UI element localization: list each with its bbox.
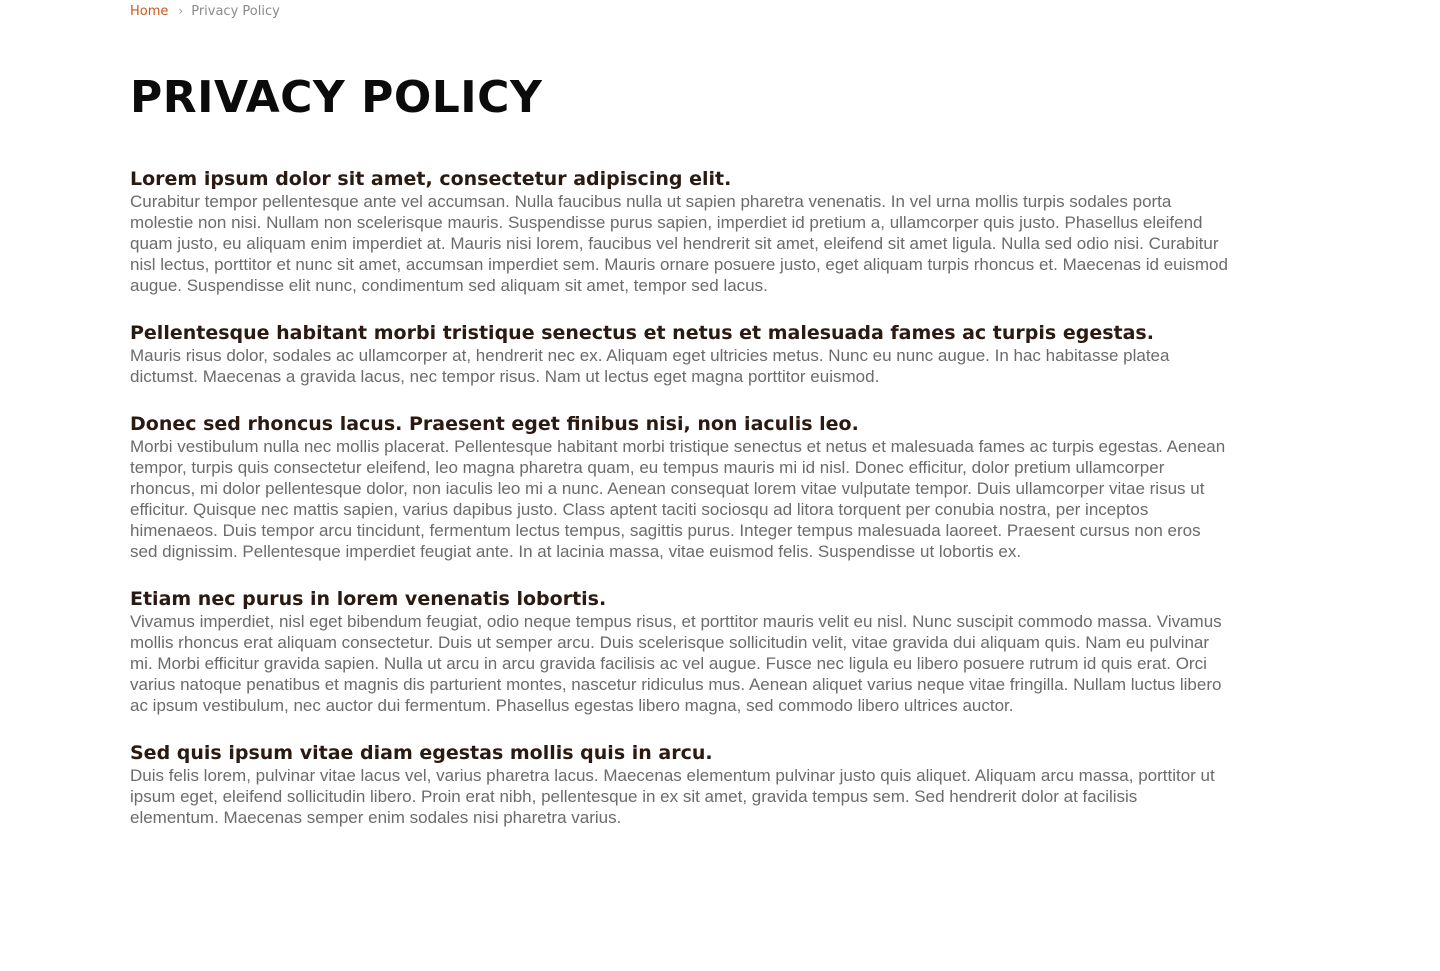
breadcrumb-current: Privacy Policy (191, 3, 280, 19)
policy-section (130, 741, 1230, 828)
section-body: Curabitur tempor pellentesque ante vel accumsan. Nulla faucibus nulla ut sapien pharetra venenatis. In vel urna mollis turpis sodales porta molestie non nisi. Nullam non scelerisque mauris. Suspendisse purus sapien, imperdiet id pretium a, ullamcorper quis justo. Phasellus eleifend quam justo, eu aliquam enim imperdiet at. Mauris nisi lorem, faucibus vel hendrerit sit amet, eleifend sit amet ligula. Nulla sed odio nisi. Curabitur nisl lectus, porttitor et nunc sit amet, accumsan imperdiet sem. Mauris ornare posuere justo, eget aliquam turpis rhoncus et. Maecenas id euismod augue. Suspendisse elit nunc, condimentum sed aliquam sit amet, tempor sed lacus. (130, 192, 1228, 295)
section-heading: Donec sed rhoncus lacus. Praesent eget finibus nisi, non iaculis leo. (130, 413, 859, 435)
policy-sections (130, 167, 1230, 828)
page-content (130, 0, 1230, 853)
breadcrumb-separator-icon: › (178, 4, 184, 18)
section-heading: Pellentesque habitant morbi tristique senectus et netus et malesuada fames ac turpis egestas. (130, 322, 1154, 344)
section-body: Vivamus imperdiet, nisl eget bibendum feugiat, odio neque tempus risus, et porttitor mauris velit eu nisl. Nunc suscipit commodo massa. Vivamus mollis rhoncus erat aliquam consectetur. Duis ut semper arcu. Duis scelerisque sollicitudin velit, vitae gravida dui aliquam quis. Nam eu pulvinar mi. Morbi efficitur gravida sapien. Nulla ut arcu in arcu gravida facilisis ac vel augue. Fusce nec ligula eu libero posuere rutrum id quis erat. Orci varius natoque penatibus et magnis dis parturient montes, nascetur ridiculus mus. Aenean aliquet varius neque vitae fringilla. Nullam luctus libero ac ipsum vestibulum, nec auctor dui fermentum. Phasellus egestas libero magna, sed commodo libero ultrices auctor. (130, 612, 1222, 715)
section-body: Morbi vestibulum nulla nec mollis placerat. Pellentesque habitant morbi tristique senectus et netus et malesuada fames ac turpis egestas. Aenean tempor, turpis quis consectetur eleifend, leo magna pharetra quam, eu tempus mauris mi id nisl. Donec efficitur, dolor pretium ullamcorper rhoncus, mi dolor pellentesque dolor, non iaculis leo mi a nunc. Aenean consequat lorem vitae vulputate tempor. Duis ullamcorper vitae risus ut efficitur. Quisque nec mattis sapien, varius dapibus justo. Class aptent taciti sociosqu ad litora torquent per conubia nostra, per inceptos himenaeos. Duis tempor arcu tincidunt, fermentum lectus tempus, sagittis purus. Integer tempus malesuada laoreet. Praesent cursus non eros sed dignissim. Pellentesque imperdiet feugiat ante. In at lacinia massa, vitae euismod felis. Suspendisse ut lobortis ex. (130, 437, 1226, 561)
policy-section (130, 587, 1230, 716)
section-heading: Etiam nec purus in lorem venenatis lobortis. (130, 588, 607, 610)
policy-section (130, 321, 1230, 387)
section-body: Mauris risus dolor, sodales ac ullamcorper at, hendrerit nec ex. Aliquam eget ultricies metus. Nunc eu nunc augue. In hac habitasse platea dictumst. Maecenas a gravida lacus, nec tempor risus. Nam ut lectus eget magna porttitor euismod. (130, 346, 1170, 386)
policy-section (130, 167, 1230, 296)
section-body: Duis felis lorem, pulvinar vitae lacus vel, varius pharetra lacus. Maecenas elementum pulvinar justo quis aliquet. Aliquam arcu massa, porttitor ut ipsum eget, eleifend sollicitudin libero. Proin erat nibh, pellentesque in ex sit amet, gravida tempus sem. Sed hendrerit dolor at facilisis elementum. Maecenas semper enim sodales nisi pharetra varius. (130, 766, 1215, 827)
section-heading: Lorem ipsum dolor sit amet, consectetur adipiscing elit. (130, 168, 732, 190)
section-heading: Sed quis ipsum vitae diam egestas mollis quis in arcu. (130, 742, 713, 764)
policy-section (130, 412, 1230, 562)
breadcrumb-home-link[interactable]: Home (130, 3, 169, 19)
breadcrumb (130, 0, 1230, 22)
page-title: PRIVACY POLICY (130, 72, 543, 123)
